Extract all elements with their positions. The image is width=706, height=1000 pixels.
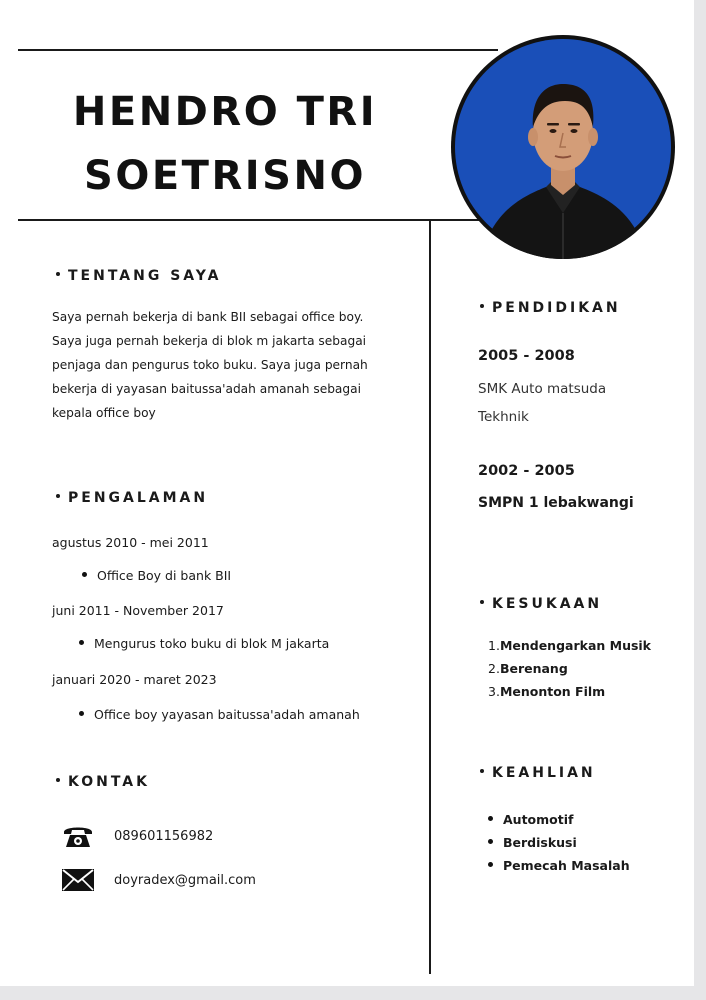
contact-phone [62,822,213,850]
education-school: SMK Auto matsuda Tekhnik [478,381,607,425]
experience-period: juni 2011 - November 2017 [52,603,224,618]
bullet-icon [480,304,484,308]
about-line: Saya juga pernah bekerja di blok m jakarta sebagai [52,334,367,348]
name-line-2: SOETRISNO [84,153,366,199]
list-item: 3.Menonton Film [488,684,606,699]
page-title [55,80,395,208]
about-line: Saya pernah bekerja di bank BII sebagai office boy. [52,310,364,324]
skills-list [488,808,630,877]
education-school: SMPN 1 lebakwangi [478,495,634,511]
about-line: kepala office boy [52,406,156,420]
skills-heading: KEAHLIAN [480,765,596,781]
telephone-icon [62,823,94,849]
about-heading: TENTANG SAYA [56,268,221,284]
bullet-icon [56,778,60,782]
experience-role: Office Boy di bank BII [82,568,231,583]
list-item: 2.Berenang [488,661,568,676]
name-line-1: HENDRO TRI [72,89,378,135]
hobbies-heading: KESUKAAN [480,596,602,612]
bullet-icon [480,600,484,604]
column-divider [429,219,431,974]
header-bottom-rule [18,219,480,221]
person-portrait-icon [451,35,675,259]
list-item: Pemecah Masalah [488,854,630,877]
list-item: Automotif [488,808,630,831]
about-text [52,305,412,425]
envelope-icon [62,869,94,891]
experience-period: agustus 2010 - mei 2011 [52,535,209,550]
email-address: doyradex@gmail.com [114,872,256,888]
list-item: 1.Mendengarkan Musik [488,638,651,653]
bullet-icon [480,769,484,773]
contact-heading: KONTAK [56,774,150,790]
education-years: 2002 - 2005 [478,463,575,479]
experience-heading: PENGALAMAN [56,490,208,506]
education-heading: PENDIDIKAN [480,300,621,316]
experience-role: Office boy yayasan baitussa'adah amanah [79,707,360,722]
about-line: penjaga dan pengurus toko buku. Saya juga pernah [52,358,368,372]
hobbies-list [488,634,651,703]
education-years: 2005 - 2008 [478,348,575,364]
profile-photo [451,35,675,259]
header-top-rule [18,49,498,51]
bullet-icon [56,272,60,276]
experience-period: januari 2020 - maret 2023 [52,672,217,687]
phone-number: 089601156982 [114,828,214,844]
bullet-icon [56,494,60,498]
experience-role: Mengurus toko buku di blok M jakarta [79,636,329,651]
list-item: Berdiskusi [488,831,630,854]
contact-email [62,866,256,894]
about-line: bekerja di yayasan baitussa'adah amanah sebagai [52,382,361,396]
